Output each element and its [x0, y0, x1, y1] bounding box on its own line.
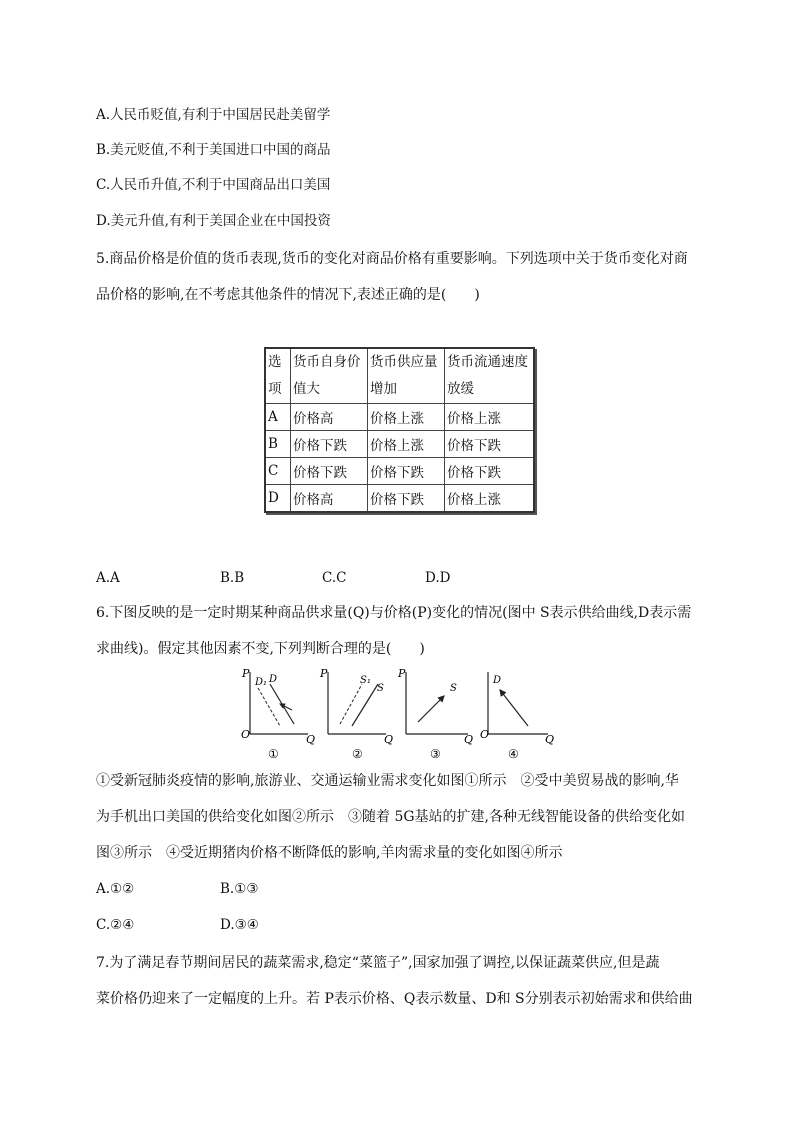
table-cell: 价格上涨	[368, 404, 445, 431]
axis-label-q: Q	[306, 733, 316, 746]
axis-label-p: P	[320, 667, 328, 680]
q5-answer-c: C.C	[322, 570, 347, 586]
graph-label-3: ③	[430, 747, 441, 761]
table-cell: 价格上涨	[445, 485, 535, 513]
q6-statement-line1: ①受新冠肺炎疫情的影响,旅游业、交通运输业需求变化如图①所示 ②受中美贸易战的影响,华	[96, 773, 679, 789]
q7-stem-line2: 菜价格仍迎来了一定幅度的上升。若 P表示价格、Q表示数量、D和 S分别表示初始需求和供给曲	[96, 991, 693, 1007]
curve-d1	[258, 688, 280, 726]
q5-answer-a: A.A	[96, 570, 120, 586]
curve-s-arrow	[418, 696, 444, 722]
table-cell: 价格高	[291, 404, 368, 431]
table-cell: 价格下跌	[445, 431, 535, 458]
q6-stem-line1: 6.下图反映的是一定时期某种商品供求量(Q)与价格(P)变化的情况(图中 S表示供给曲线,D表示需	[96, 605, 692, 621]
q6-answer-c: C.②④	[96, 917, 135, 933]
axis-label-p: P	[398, 667, 406, 680]
table-cell: 价格下跌	[368, 485, 445, 513]
q6-statement-line3: 图③所示 ④受近期猪肉价格不断降低的影响,羊肉需求量的变化如图④所示	[96, 845, 563, 861]
q6-answer-d: D.③④	[220, 917, 259, 933]
origin-label: O	[480, 728, 490, 741]
q6-answer-a: A.①②	[96, 881, 135, 897]
graph-2	[319, 667, 393, 761]
graph-4	[480, 672, 554, 761]
q4-option-d: D.美元升值,有利于美国企业在中国投资	[96, 213, 331, 229]
q4-option-a: A.人民币贬值,有利于中国居民赴美留学	[96, 107, 331, 123]
header-cell: 货币流通速度 放缓	[445, 348, 535, 404]
curve-label-s: S	[377, 683, 384, 694]
table-cell: 价格下跌	[445, 458, 535, 485]
curve-label-d: D	[269, 674, 278, 685]
q6-stem-line2: 求曲线)。假定其他因素不变,下列判断合理的是( )	[96, 641, 425, 657]
graph-label-1: ①	[268, 747, 279, 761]
q5-stem-line1: 5.商品价格是价值的货币表现,货币的变化对商品价格有重要影响。下列选项中关于货币变化对商	[96, 251, 688, 267]
curve-label-d: D	[493, 675, 502, 686]
table-cell: B	[265, 431, 291, 458]
table-cell: D	[265, 485, 291, 513]
table-row	[265, 431, 534, 458]
graph-label-2: ②	[352, 747, 363, 761]
curve-s1	[340, 684, 362, 724]
axis-label-p: P	[242, 667, 250, 680]
table-row	[265, 458, 534, 485]
table-cell: 价格下跌	[368, 458, 445, 485]
curve-s	[352, 684, 378, 726]
table-cell: 价格上涨	[445, 404, 535, 431]
q6-supply-demand-graphs	[236, 664, 566, 764]
table-cell: C	[265, 458, 291, 485]
axis-label-q: Q	[384, 733, 394, 746]
table-row	[265, 404, 534, 431]
table-cell: 价格上涨	[368, 431, 445, 458]
shift-arrow	[280, 704, 292, 710]
q6-answer-b: B.①③	[220, 881, 259, 897]
q5-answer-d: D.D	[425, 570, 451, 586]
axis-label-q: Q	[545, 733, 555, 746]
graph-label-4: ④	[508, 747, 519, 761]
curve-label-s1: S₁	[360, 675, 371, 686]
curve-d-arrow	[500, 690, 528, 726]
axis-label-q: Q	[464, 733, 474, 746]
table-cell: 价格下跌	[291, 431, 368, 458]
graph-1	[241, 667, 315, 761]
table-header-row	[265, 348, 534, 404]
table-cell: A	[265, 404, 291, 431]
table-cell: 价格高	[291, 485, 368, 513]
q4-option-c: C.人民币升值,不利于中国商品出口美国	[96, 177, 331, 193]
header-cell: 选 项	[265, 348, 291, 404]
q5-stem-line2: 品价格的影响,在不考虑其他条件的情况下,表述正确的是( )	[96, 287, 480, 303]
curve-label-s: S	[450, 683, 457, 694]
table-row	[265, 485, 534, 513]
q6-statement-line2: 为手机出口美国的供给变化如图②所示 ③随着 5G基站的扩建,各种无线智能设备的供给变化如	[96, 809, 685, 825]
origin-label: O	[241, 728, 251, 741]
q4-option-b: B.美元贬值,不利于美国进口中国的商品	[96, 142, 331, 158]
table-cell: 价格下跌	[291, 458, 368, 485]
q7-stem-line1: 7.为了满足春节期间居民的蔬菜需求,稳定“菜篮子”,国家加强了调控,以保证蔬菜供应,但是蔬	[96, 955, 660, 971]
header-cell: 货币自身价 值大	[291, 348, 368, 404]
curve-label-d1: D₁	[255, 677, 268, 688]
q5-answer-b: B.B	[220, 570, 245, 586]
header-cell: 货币供应量 增加	[368, 348, 445, 404]
q5-options-table	[264, 347, 535, 513]
curve-d	[270, 684, 294, 724]
graph-3	[397, 667, 473, 761]
